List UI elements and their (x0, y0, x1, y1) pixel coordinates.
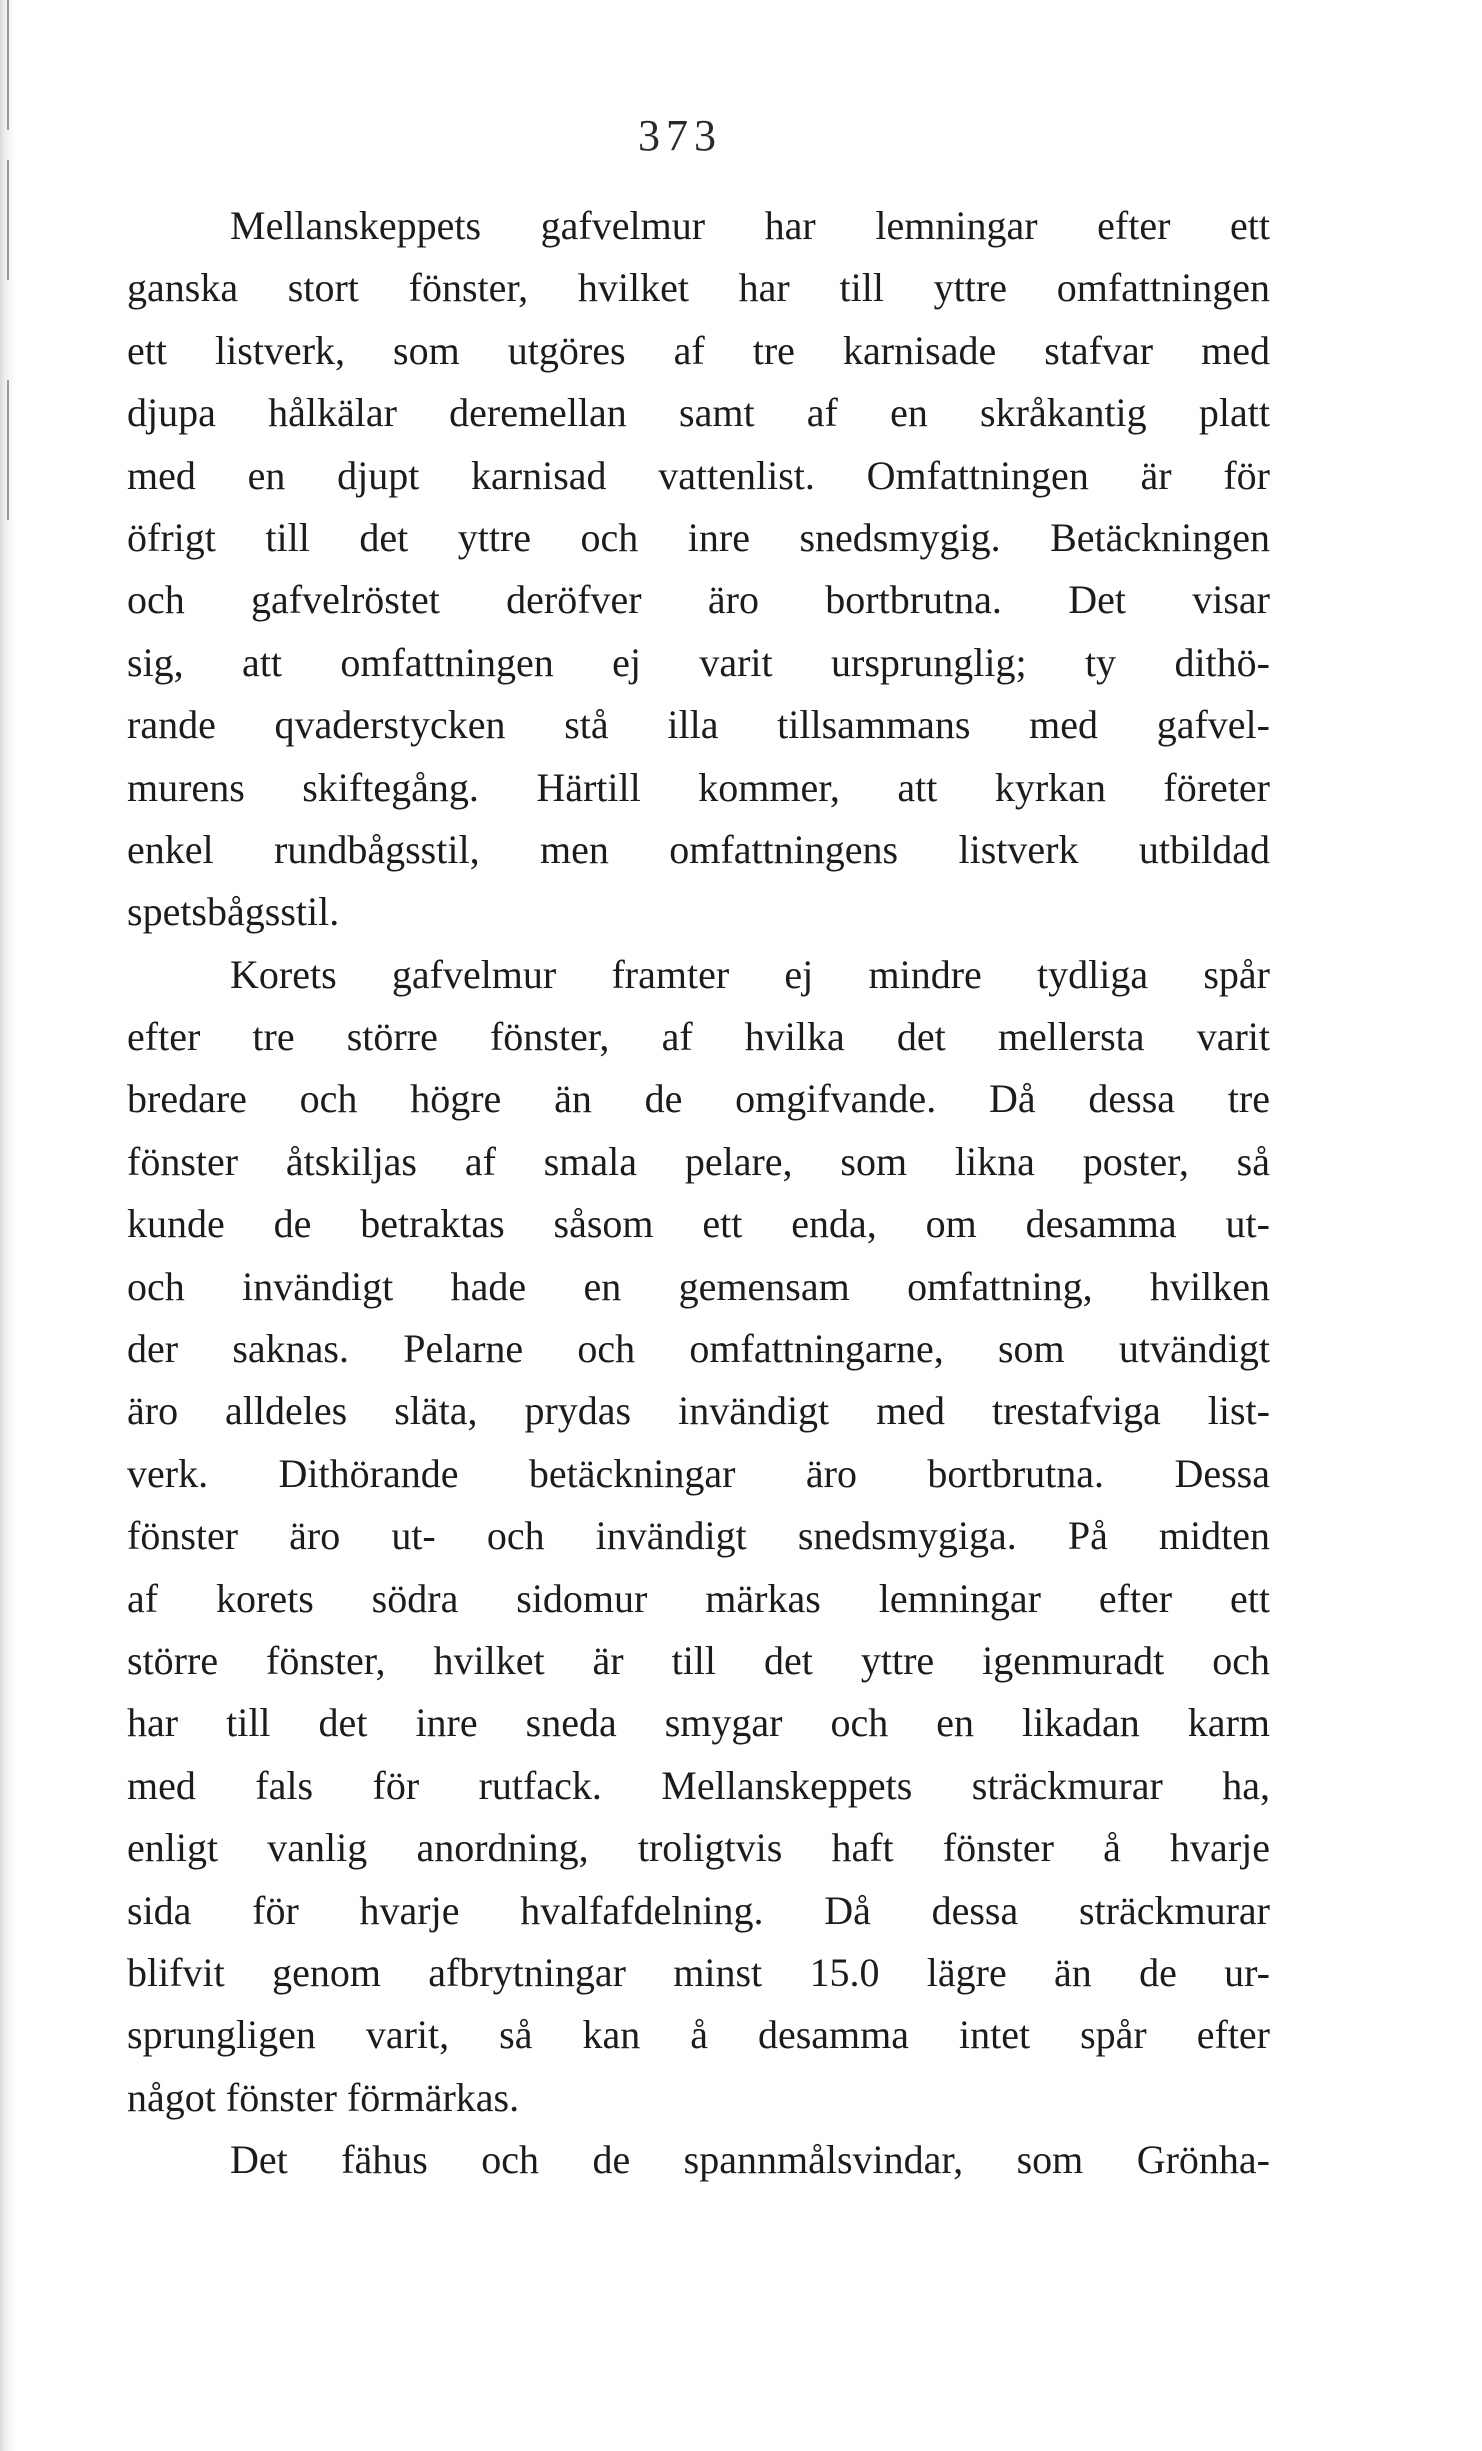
text-line: blifvit genom afbrytningar minst 15.0 lägre än de ur- (127, 1949, 1270, 1995)
text-line: sig, att omfattningen ej varit ursprunglig; ty dithö- (127, 639, 1270, 685)
scan-edge-shadow (0, 0, 16, 2451)
text-line: efter tre större fönster, af hvilka det mellersta varit (127, 1014, 1270, 1060)
text-line: större fönster, hvilket är till det yttre igenmuradt och (127, 1637, 1270, 1683)
text-line: verk. Dithörande betäckningar äro bortbrutna. Dessa (127, 1450, 1270, 1496)
text-line: ett listverk, som utgöres af tre karnisade stafvar med (127, 327, 1270, 373)
text-line: sida för hvarje hvalfafdelning. Då dessa sträckmurar (127, 1887, 1270, 1933)
text-line: äro alldeles släta, prydas invändigt med trestafviga list- (127, 1388, 1270, 1434)
text-line: har till det inre sneda smygar och en likadan karm (127, 1700, 1270, 1746)
text-line: enkel rundbågsstil, men omfattningens listverk utbildad (127, 826, 1270, 872)
text-line: enligt vanlig anordning, troligtvis haft fönster å hvarje (127, 1825, 1270, 1871)
text-line: ganska stort fönster, hvilket har till yttre omfattningen (127, 265, 1270, 311)
text-line: och invändigt hade en gemensam omfattning, hvilken (127, 1263, 1270, 1309)
text-line: något fönster förmärkas. (127, 2074, 520, 2120)
text-line: fönster åtskiljas af smala pelare, som likna poster, så (127, 1138, 1270, 1184)
text-line: med fals för rutfack. Mellanskeppets sträckmurar ha, (127, 1762, 1270, 1808)
page-number: 373 (638, 111, 722, 160)
scan-edge-line (7, 380, 9, 520)
text-line: Korets gafvelmur framter ej mindre tydliga spår (230, 951, 1270, 997)
scan-edge-line (7, 160, 9, 280)
text-line: rande qvaderstycken stå illa tillsammans med gafvel- (127, 702, 1270, 748)
text-line: bredare och högre än de omgifvande. Då dessa tre (127, 1076, 1270, 1122)
text-line: djupa hålkälar deremellan samt af en skråkantig platt (127, 390, 1270, 436)
body-text (127, 195, 1270, 2192)
text-line: der saknas. Pelarne och omfattningarne, som utvändigt (127, 1326, 1270, 1372)
text-line: sprungligen varit, så kan å desamma intet spår efter (127, 2012, 1270, 2058)
text-line: Mellanskeppets gafvelmur har lemningar efter ett (230, 203, 1270, 248)
text-line: Det fähus och de spannmålsvindar, som Grönha- (230, 2137, 1270, 2183)
text-line: öfrigt till det yttre och inre snedsmygig. Betäckningen (127, 514, 1270, 560)
text-line: med en djupt karnisad vattenlist. Omfattningen är för (127, 452, 1270, 498)
text-line: murens skiftegång. Härtill kommer, att kyrkan företer (127, 764, 1270, 810)
text-line: och gafvelröstet deröfver äro bortbrutna. Det visar (127, 577, 1270, 623)
text-line: fönster äro ut- och invändigt snedsmygiga. På midten (127, 1513, 1270, 1559)
scan-edge-line (7, 0, 9, 130)
text-line: spetsbågsstil. (127, 889, 340, 935)
text-line: kunde de betraktas såsom ett enda, om desamma ut- (127, 1201, 1270, 1247)
text-line: af korets södra sidomur märkas lemningar efter ett (127, 1575, 1270, 1621)
